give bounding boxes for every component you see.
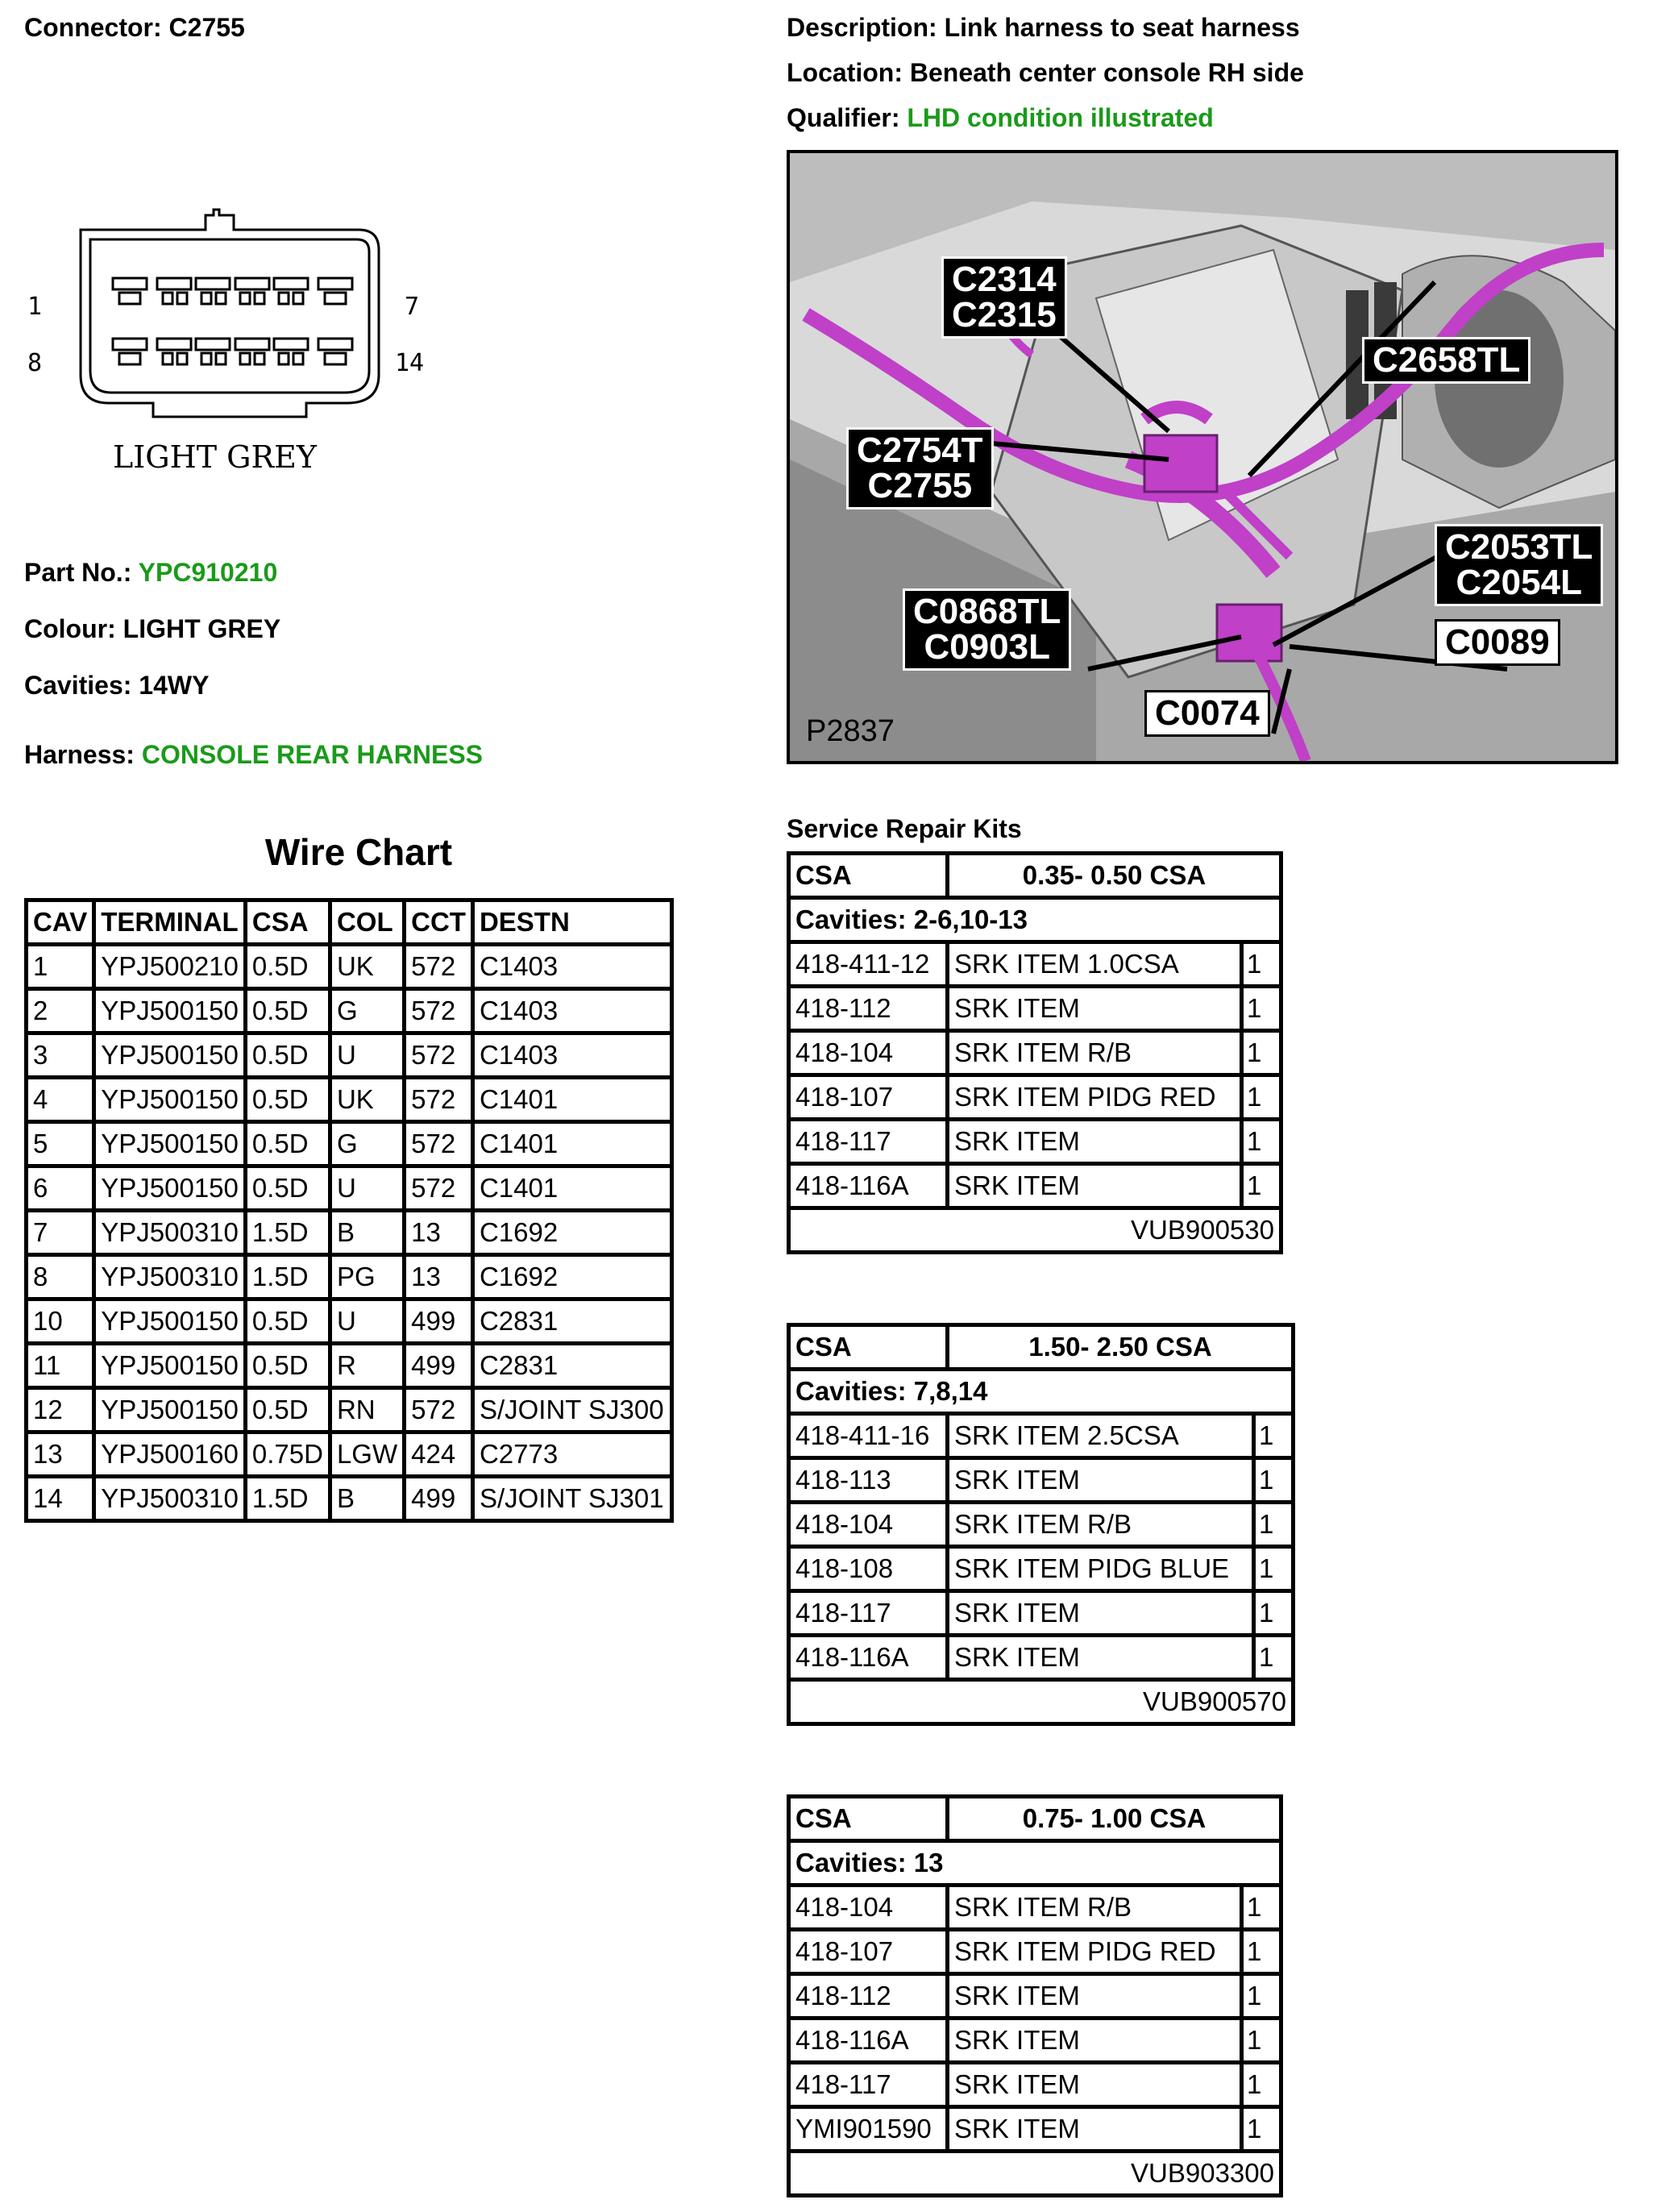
colour-label: Colour:	[24, 614, 116, 643]
kit-csa-label: CSA	[789, 1325, 948, 1370]
repair-kit-table	[787, 1794, 1283, 2197]
kit-item-part: 418-116A	[789, 1164, 948, 1208]
wire-cell-destn: C1401	[472, 1166, 671, 1211]
kit-item-part: 418-117	[789, 1120, 948, 1164]
callout-c0868tl	[903, 588, 1071, 671]
wire-cell-csa: 0.5D	[245, 989, 330, 1033]
kit-item-qty: 1	[1254, 1636, 1294, 1680]
kit-item-qty: 1	[1242, 1886, 1281, 1930]
wire-cell-csa: 0.5D	[245, 1166, 330, 1211]
location-label: Location:	[787, 58, 903, 87]
kit-item-qty: 1	[1242, 2107, 1281, 2152]
wire-cell-col: R	[330, 1344, 404, 1388]
kit-item-qty: 1	[1254, 1414, 1294, 1458]
wire-cell-destn: C1692	[472, 1255, 671, 1299]
wire-cell-destn: C1401	[472, 1078, 671, 1122]
wire-cell-cct: 424	[405, 1432, 473, 1477]
connector-color-label: LIGHT GREY	[113, 439, 317, 475]
wire-cell-cav: 14	[27, 1477, 94, 1521]
wire-cell-cct: 572	[405, 1388, 473, 1432]
kit-cavities: Cavities: 13	[789, 1841, 1281, 1886]
callout-c2314	[941, 256, 1067, 339]
wire-row	[27, 945, 672, 989]
callout-c2053tl-text: C2053TL C2054L	[1445, 527, 1593, 602]
wire-cell-destn: C1401	[472, 1122, 671, 1166]
wire-cell-cav: 3	[27, 1033, 94, 1078]
kit-item-row	[789, 2107, 1281, 2152]
repair-kit-table	[787, 851, 1283, 1254]
wire-cell-col: U	[330, 1033, 404, 1078]
wire-cell-terminal: YPJ500150	[94, 989, 246, 1033]
wire-chart-header-row	[27, 900, 672, 945]
wire-cell-csa: 0.5D	[245, 1033, 330, 1078]
kit-item-desc: SRK ITEM	[948, 2019, 1242, 2063]
header-col: COL	[330, 900, 404, 945]
wire-cell-terminal: YPJ500160	[94, 1432, 246, 1477]
kit-item-qty: 1	[1242, 1031, 1281, 1075]
wire-cell-csa: 0.5D	[245, 1344, 330, 1388]
wire-cell-terminal: YPJ500210	[94, 945, 246, 989]
harness-line	[24, 740, 483, 770]
wire-cell-destn: S/JOINT SJ301	[472, 1477, 671, 1521]
wire-cell-col: G	[330, 1122, 404, 1166]
kit-item-part: 418-411-12	[789, 942, 948, 987]
wire-cell-csa: 1.5D	[245, 1477, 330, 1521]
kit-csa-value: 1.50- 2.50 CSA	[948, 1325, 1294, 1370]
pin-label-1: 1	[27, 293, 43, 321]
kit-item-part: 418-104	[789, 1031, 948, 1075]
kit-item-qty: 1	[1254, 1547, 1294, 1591]
kit-item-desc: SRK ITEM	[948, 987, 1242, 1031]
wire-cell-destn: C2831	[472, 1299, 671, 1344]
wire-cell-csa: 0.5D	[245, 1078, 330, 1122]
wire-cell-terminal: YPJ500310	[94, 1477, 246, 1521]
wire-row	[27, 1299, 672, 1344]
callout-c2658tl: C2658TL	[1362, 337, 1530, 384]
description-value: Link harness to seat harness	[944, 13, 1300, 42]
wire-cell-terminal: YPJ500150	[94, 1122, 246, 1166]
kit-item-desc: SRK ITEM	[948, 1591, 1254, 1636]
kit-item-row	[789, 1120, 1281, 1164]
wire-row	[27, 1166, 672, 1211]
callout-c2053tl	[1435, 524, 1603, 606]
kit-header-row	[789, 1797, 1281, 1841]
wire-row	[27, 1122, 672, 1166]
kit-item-desc: SRK ITEM	[948, 1974, 1242, 2019]
wire-cell-csa: 0.5D	[245, 1122, 330, 1166]
wire-chart-table	[24, 898, 674, 1523]
kit-item-row	[789, 2063, 1281, 2107]
wire-cell-cav: 11	[27, 1344, 94, 1388]
kit-header-row	[789, 854, 1281, 898]
kit-item-part: 418-113	[789, 1458, 948, 1503]
kit-item-row	[789, 987, 1281, 1031]
wire-cell-cct: 572	[405, 1078, 473, 1122]
wire-cell-cav: 8	[27, 1255, 94, 1299]
wire-cell-cav: 2	[27, 989, 94, 1033]
colour-value: LIGHT GREY	[123, 614, 281, 643]
kit-item-desc: SRK ITEM	[948, 2063, 1242, 2107]
wire-cell-cav: 7	[27, 1211, 94, 1255]
wire-cell-csa: 0.5D	[245, 1299, 330, 1344]
harness-value: CONSOLE REAR HARNESS	[141, 740, 483, 769]
repair-kit-table	[787, 1323, 1295, 1726]
kit-item-desc: SRK ITEM	[948, 1458, 1254, 1503]
wire-cell-col: B	[330, 1211, 404, 1255]
pin-label-7: 7	[405, 293, 420, 321]
wire-cell-col: UK	[330, 945, 404, 989]
wire-cell-col: G	[330, 989, 404, 1033]
wire-cell-destn: C2773	[472, 1432, 671, 1477]
kit-item-part: 418-104	[789, 1886, 948, 1930]
wire-cell-destn: C1403	[472, 945, 671, 989]
wire-cell-cct: 499	[405, 1344, 473, 1388]
cavities-line	[24, 671, 209, 701]
callout-c0868tl-text: C0868TL C0903L	[913, 592, 1061, 667]
header-csa: CSA	[245, 900, 330, 945]
qualifier-label: Qualifier:	[787, 103, 900, 132]
wire-cell-cct: 572	[405, 945, 473, 989]
location-value: Beneath center console RH side	[909, 58, 1304, 87]
wire-row	[27, 1033, 672, 1078]
kit-item-qty: 1	[1242, 1120, 1281, 1164]
cavities-label: Cavities:	[24, 671, 132, 700]
kit-item-qty: 1	[1254, 1458, 1294, 1503]
kit-item-row	[789, 1458, 1294, 1503]
kit-number: VUB900570	[789, 1680, 1294, 1724]
kit-csa-value: 0.35- 0.50 CSA	[948, 854, 1281, 898]
qualifier-line	[787, 103, 1214, 133]
wire-cell-terminal: YPJ500150	[94, 1078, 246, 1122]
kit-cavities-row	[789, 1841, 1281, 1886]
location-line	[787, 58, 1304, 88]
kit-item-qty: 1	[1242, 987, 1281, 1031]
kit-item-part: 418-112	[789, 987, 948, 1031]
part-line	[24, 558, 277, 588]
wire-row	[27, 1388, 672, 1432]
wire-cell-terminal: YPJ500310	[94, 1255, 246, 1299]
kit-item-desc: SRK ITEM	[948, 1636, 1254, 1680]
wire-row	[27, 1344, 672, 1388]
photo-ref: P2837	[806, 714, 895, 748]
kit-item-part: 418-116A	[789, 1636, 948, 1680]
callout-c2754t	[846, 427, 994, 509]
kit-item-qty: 1	[1242, 1164, 1281, 1208]
kit-number: VUB903300	[789, 2152, 1281, 2196]
wire-cell-cct: 13	[405, 1255, 473, 1299]
kit-item-row	[789, 1164, 1281, 1208]
callout-c2754t-text: C2754T C2755	[857, 430, 983, 505]
kit-number: VUB900530	[789, 1208, 1281, 1253]
wire-cell-destn: C2831	[472, 1344, 671, 1388]
kit-header-row	[789, 1325, 1294, 1370]
wire-cell-cav: 1	[27, 945, 94, 989]
harness-label: Harness:	[24, 740, 135, 769]
kit-csa-value: 0.75- 1.00 CSA	[948, 1797, 1281, 1841]
header-cct: CCT	[405, 900, 473, 945]
connector-value: C2755	[168, 13, 245, 42]
wire-cell-terminal: YPJ500150	[94, 1033, 246, 1078]
kit-item-row	[789, 942, 1281, 987]
kit-csa-label: CSA	[789, 854, 948, 898]
wire-chart-title: Wire Chart	[264, 831, 453, 873]
pin-label-14: 14	[395, 349, 425, 377]
wire-cell-csa: 1.5D	[245, 1255, 330, 1299]
location-photo	[787, 150, 1618, 764]
kit-item-part: 418-411-16	[789, 1414, 948, 1458]
kit-item-row	[789, 1031, 1281, 1075]
wire-row	[27, 1078, 672, 1122]
wire-cell-cav: 12	[27, 1388, 94, 1432]
wire-chart-body	[27, 945, 672, 1521]
wire-cell-cav: 5	[27, 1122, 94, 1166]
connector-line	[24, 13, 245, 43]
wire-cell-cct: 572	[405, 989, 473, 1033]
part-label: Part No.:	[24, 558, 132, 587]
kit-item-part: 418-117	[789, 2063, 948, 2107]
kit-item-part: 418-117	[789, 1591, 948, 1636]
kit-item-row	[789, 1886, 1281, 1930]
kit-item-desc: SRK ITEM PIDG RED	[948, 1075, 1242, 1120]
kit-item-desc: SRK ITEM R/B	[948, 1031, 1242, 1075]
kit-number-row	[789, 1680, 1294, 1724]
wire-cell-csa: 0.5D	[245, 1388, 330, 1432]
wire-cell-destn: C1403	[472, 1033, 671, 1078]
kit-cavities: Cavities: 2-6,10-13	[789, 898, 1281, 942]
kit-item-row	[789, 1503, 1294, 1547]
qualifier-value: LHD condition illustrated	[907, 103, 1214, 132]
kit-item-part: 418-107	[789, 1075, 948, 1120]
kit-item-part: YMI901590	[789, 2107, 948, 2152]
kit-cavities-row	[789, 1370, 1294, 1414]
wire-cell-col: RN	[330, 1388, 404, 1432]
kit-cavities-row	[789, 898, 1281, 942]
wire-cell-col: UK	[330, 1078, 404, 1122]
kit-item-row	[789, 1075, 1281, 1120]
kit-item-desc: SRK ITEM R/B	[948, 1503, 1254, 1547]
wire-cell-cct: 499	[405, 1299, 473, 1344]
wire-cell-cav: 6	[27, 1166, 94, 1211]
kit-item-part: 418-116A	[789, 2019, 948, 2063]
kit-item-desc: SRK ITEM	[948, 1164, 1242, 1208]
kit-item-desc: SRK ITEM 1.0CSA	[948, 942, 1242, 987]
kit-item-qty: 1	[1242, 1075, 1281, 1120]
cavities-value: 14WY	[139, 671, 210, 700]
kit-item-part: 418-107	[789, 1930, 948, 1974]
callout-c0089: C0089	[1435, 619, 1560, 666]
description-line	[787, 13, 1300, 43]
repair-kits-title: Service Repair Kits	[787, 814, 1022, 843]
wire-cell-destn: S/JOINT SJ300	[472, 1388, 671, 1432]
wire-cell-col: B	[330, 1477, 404, 1521]
wire-cell-col: LGW	[330, 1432, 404, 1477]
kit-number-row	[789, 2152, 1281, 2196]
wire-cell-cav: 10	[27, 1299, 94, 1344]
wire-cell-col: U	[330, 1166, 404, 1211]
wire-cell-terminal: YPJ500150	[94, 1344, 246, 1388]
kit-item-row	[789, 1414, 1294, 1458]
wire-row	[27, 1432, 672, 1477]
wire-cell-csa: 0.5D	[245, 945, 330, 989]
kit-item-row	[789, 1547, 1294, 1591]
kit-item-qty: 1	[1242, 2063, 1281, 2107]
wire-cell-cct: 572	[405, 1166, 473, 1211]
kit-item-part: 418-112	[789, 1974, 948, 2019]
header-destn: DESTN	[472, 900, 671, 945]
wire-cell-cct: 572	[405, 1122, 473, 1166]
kit-item-qty: 1	[1242, 1930, 1281, 1974]
kit-number-row	[789, 1208, 1281, 1253]
wire-cell-cav: 13	[27, 1432, 94, 1477]
header-terminal: TERMINAL	[94, 900, 246, 945]
wire-cell-col: PG	[330, 1255, 404, 1299]
wire-cell-cct: 13	[405, 1211, 473, 1255]
header-cav: CAV	[27, 900, 94, 945]
kit-item-part: 418-108	[789, 1547, 948, 1591]
kit-item-desc: SRK ITEM PIDG RED	[948, 1930, 1242, 1974]
part-value: YPC910210	[138, 558, 278, 587]
wire-cell-col: U	[330, 1299, 404, 1344]
wire-cell-destn: C1692	[472, 1211, 671, 1255]
wire-cell-csa: 1.5D	[245, 1211, 330, 1255]
wire-row	[27, 1255, 672, 1299]
wire-cell-terminal: YPJ500310	[94, 1211, 246, 1255]
connector-diagram	[27, 206, 451, 496]
description-label: Description:	[787, 13, 937, 42]
kit-item-qty: 1	[1254, 1503, 1294, 1547]
wire-cell-destn: C1403	[472, 989, 671, 1033]
kit-item-row	[789, 2019, 1281, 2063]
callout-c0074: C0074	[1144, 690, 1270, 737]
kit-item-part: 418-104	[789, 1503, 948, 1547]
kit-csa-label: CSA	[789, 1797, 948, 1841]
wire-cell-csa: 0.75D	[245, 1432, 330, 1477]
kit-item-desc: SRK ITEM R/B	[948, 1886, 1242, 1930]
wire-cell-terminal: YPJ500150	[94, 1166, 246, 1211]
kit-item-qty: 1	[1242, 942, 1281, 987]
kit-item-row	[789, 1591, 1294, 1636]
wire-row	[27, 989, 672, 1033]
kit-item-qty: 1	[1242, 1974, 1281, 2019]
kit-item-desc: SRK ITEM	[948, 2107, 1242, 2152]
kit-item-desc: SRK ITEM 2.5CSA	[948, 1414, 1254, 1458]
kit-item-qty: 1	[1254, 1591, 1294, 1636]
connector-label: Connector:	[24, 13, 162, 42]
wire-row	[27, 1477, 672, 1521]
wire-cell-terminal: YPJ500150	[94, 1388, 246, 1432]
callout-c2314-text: C2314 C2315	[952, 260, 1057, 335]
wire-cell-terminal: YPJ500150	[94, 1299, 246, 1344]
pin-label-8: 8	[27, 349, 43, 377]
kit-item-row	[789, 1636, 1294, 1680]
kit-item-desc: SRK ITEM PIDG BLUE	[948, 1547, 1254, 1591]
kit-item-row	[789, 1930, 1281, 1974]
kit-cavities: Cavities: 7,8,14	[789, 1370, 1294, 1414]
wire-cell-cct: 572	[405, 1033, 473, 1078]
kit-item-row	[789, 1974, 1281, 2019]
wire-row	[27, 1211, 672, 1255]
colour-line	[24, 614, 280, 644]
wire-cell-cav: 4	[27, 1078, 94, 1122]
kit-item-desc: SRK ITEM	[948, 1120, 1242, 1164]
wire-cell-cct: 499	[405, 1477, 473, 1521]
kit-item-qty: 1	[1242, 2019, 1281, 2063]
